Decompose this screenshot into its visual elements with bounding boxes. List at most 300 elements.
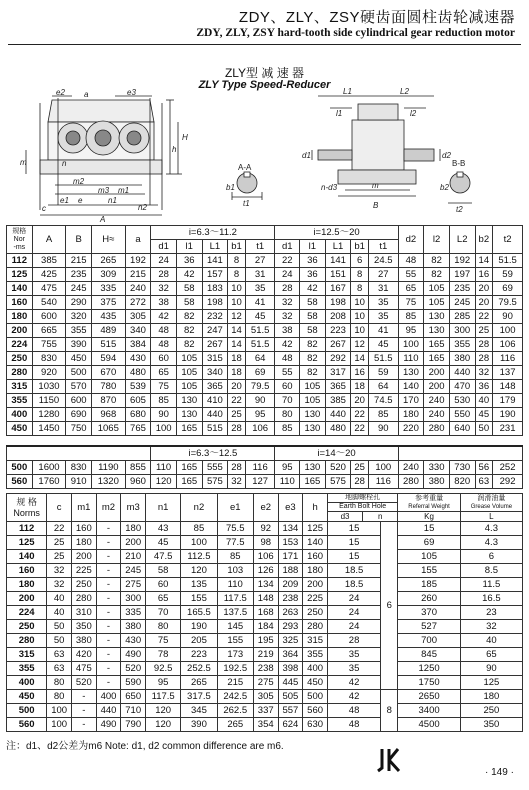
- table-row: [7, 268, 523, 282]
- label-m3: m3: [98, 186, 110, 195]
- label-c: c: [42, 204, 46, 213]
- table-row: [7, 634, 523, 648]
- data-cell: 305: [253, 690, 278, 704]
- data-cell: 155: [398, 564, 460, 578]
- table-row: [7, 310, 523, 324]
- data-cell: 40: [47, 606, 72, 620]
- data-cell: 605: [125, 394, 151, 408]
- data-cell: 75: [146, 634, 181, 648]
- table-row: [7, 690, 523, 704]
- row-norm-cell: 500: [7, 704, 47, 718]
- data-cell: -: [96, 550, 121, 564]
- row-norm-cell: 224: [7, 606, 47, 620]
- data-cell: 173: [217, 648, 253, 662]
- data-cell: 350: [71, 620, 96, 634]
- data-cell: 475: [71, 662, 96, 676]
- data-cell: 480: [325, 422, 351, 436]
- table-row: [7, 648, 523, 662]
- data-cell: 78: [146, 648, 181, 662]
- data-cell: 1760: [32, 474, 66, 488]
- row-norm-cell: 112: [7, 522, 47, 536]
- data-cell: 27: [368, 268, 398, 282]
- label-t1: t1: [243, 199, 250, 208]
- data-cell: 58: [176, 296, 202, 310]
- data-cell: 92.5: [146, 662, 181, 676]
- data-cell: 830: [66, 460, 92, 474]
- table-row: [7, 550, 523, 564]
- data-cell: 250: [71, 578, 96, 592]
- col-header-b2: b2: [475, 226, 493, 254]
- data-cell: 32: [275, 310, 300, 324]
- sub-header-b1: b1: [228, 240, 246, 254]
- data-cell: 208: [325, 310, 351, 324]
- data-cell: 51.5: [245, 338, 275, 352]
- data-cell: 85: [368, 408, 398, 422]
- data-cell: 55: [275, 366, 300, 380]
- data-cell: 180: [460, 690, 522, 704]
- data-cell: 594: [91, 352, 125, 366]
- data-cell: 390: [181, 718, 217, 732]
- data-cell: 265: [217, 718, 253, 732]
- data-cell: 22: [351, 422, 369, 436]
- data-cell: 830: [32, 352, 66, 366]
- section-title-cn: ZLY型 减 速 器: [224, 66, 305, 80]
- data-cell: 77.5: [217, 536, 253, 550]
- data-cell: 425: [32, 268, 66, 282]
- row-norm-cell: 355: [7, 394, 33, 408]
- data-cell: 375: [91, 296, 125, 310]
- row-norm-cell: 280: [7, 366, 33, 380]
- row-spacer: [7, 436, 523, 446]
- row-norm-cell: 140: [7, 282, 33, 296]
- data-cell: 95: [245, 408, 275, 422]
- data-cell: 38: [275, 324, 300, 338]
- data-cell: 765: [125, 422, 151, 436]
- data-cell: 28: [228, 422, 246, 436]
- data-cell: 215: [125, 268, 151, 282]
- data-cell: 28: [151, 268, 177, 282]
- data-cell: 520: [121, 662, 146, 676]
- data-cell: 10: [351, 310, 369, 324]
- data-cell: 20: [228, 380, 246, 394]
- data-cell: 340: [125, 324, 151, 338]
- data-cell: 80: [47, 690, 72, 704]
- data-cell: 355: [66, 324, 92, 338]
- data-cell: -: [96, 620, 121, 634]
- data-cell: 820: [449, 474, 475, 488]
- data-cell: 8: [351, 282, 369, 296]
- data-cell: 385: [32, 254, 66, 268]
- data-cell: 165: [424, 352, 450, 366]
- data-cell: 183: [202, 282, 228, 296]
- data-cell: 250: [303, 606, 328, 620]
- data-cell: 550: [449, 408, 475, 422]
- data-cell: 92: [253, 522, 278, 536]
- data-cell: 130: [300, 422, 326, 436]
- data-cell: 225: [303, 592, 328, 606]
- sub-header-L1: L1: [325, 240, 351, 254]
- data-cell: 70: [146, 606, 181, 620]
- data-cell: 8.5: [460, 564, 522, 578]
- data-cell: 60: [275, 380, 300, 394]
- data-cell: 179: [493, 394, 523, 408]
- data-cell: 18: [228, 352, 246, 366]
- label-e2: e2: [56, 88, 65, 97]
- data-cell: 58: [176, 282, 202, 296]
- data-cell: 25: [351, 460, 369, 474]
- data-cell: 56: [475, 460, 493, 474]
- data-cell: 140: [398, 380, 424, 394]
- data-cell: 105: [300, 380, 326, 394]
- data-cell: 280: [424, 422, 450, 436]
- data-cell: 292: [493, 474, 523, 488]
- data-cell: 120: [181, 564, 217, 578]
- data-cell: 90: [245, 394, 275, 408]
- table-row: [7, 522, 523, 536]
- data-cell: 165: [176, 460, 202, 474]
- table-row: [7, 620, 523, 634]
- data-cell: 10: [351, 296, 369, 310]
- data-cell: 32: [47, 564, 72, 578]
- data-cell: 15: [398, 522, 460, 536]
- data-cell: 315: [202, 352, 228, 366]
- col-header-e3: e3: [278, 494, 303, 522]
- data-cell: 730: [449, 460, 475, 474]
- data-cell: 126: [253, 564, 278, 578]
- row-norm-cell: 112: [7, 254, 33, 268]
- data-cell: 35: [327, 662, 380, 676]
- data-cell: 100: [47, 718, 72, 732]
- label-b2: b2: [440, 183, 449, 192]
- data-cell: 223: [181, 648, 217, 662]
- data-cell: 58: [300, 324, 326, 338]
- data-cell: 300: [121, 592, 146, 606]
- data-cell: 305: [125, 310, 151, 324]
- data-cell: 64: [245, 352, 275, 366]
- data-cell: -: [96, 606, 121, 620]
- data-cell: 380: [121, 620, 146, 634]
- data-cell: 45: [475, 408, 493, 422]
- data-cell: 22: [351, 408, 369, 422]
- table-row: [7, 662, 523, 676]
- sub-header-l1: l1: [176, 240, 202, 254]
- data-cell: 242.5: [217, 690, 253, 704]
- sub-header-t1: t1: [368, 240, 398, 254]
- data-cell: 51.5: [245, 324, 275, 338]
- data-cell: 82: [300, 366, 326, 380]
- technical-drawing: [0, 0, 529, 225]
- col-header-bolt: 地脚螺栓孔 Earth Bolt Hole d3 n: [327, 494, 397, 522]
- data-cell: 252: [493, 460, 523, 474]
- data-cell: -: [71, 690, 96, 704]
- section-title-en: ZLY Type Speed-Reducer: [198, 79, 331, 91]
- data-cell: 80: [146, 620, 181, 634]
- data-cell: 440: [96, 704, 121, 718]
- data-cell: 110: [151, 460, 177, 474]
- data-cell: 16: [475, 268, 493, 282]
- data-cell: 440: [325, 408, 351, 422]
- data-cell: 475: [32, 282, 66, 296]
- data-cell: 36: [300, 268, 326, 282]
- row-norm-cell: 560: [7, 718, 47, 732]
- data-cell: 79.5: [493, 296, 523, 310]
- data-cell: 232: [202, 310, 228, 324]
- data-cell: 110: [398, 352, 424, 366]
- data-cell: -: [71, 704, 96, 718]
- data-cell: 293: [278, 620, 303, 634]
- data-cell: 80: [47, 676, 72, 690]
- data-cell: 74.5: [368, 394, 398, 408]
- data-cell: 16: [351, 366, 369, 380]
- footnote: 注：d1、d2公差为m6 Note: d1, d2 common difference are m6.: [6, 741, 284, 752]
- data-cell: 165: [424, 338, 450, 352]
- data-cell: 16.5: [460, 592, 522, 606]
- data-cell: 130: [176, 394, 202, 408]
- data-cell: 575: [202, 474, 228, 488]
- table-row: [7, 296, 523, 310]
- data-cell: 32: [151, 282, 177, 296]
- data-cell: 1320: [91, 474, 125, 488]
- data-cell: 24: [327, 606, 380, 620]
- data-cell: 155: [217, 634, 253, 648]
- data-cell: 335: [91, 282, 125, 296]
- col-header-H: H≈: [91, 226, 125, 254]
- row-norm-cell: 200: [7, 592, 47, 606]
- data-cell: 134: [278, 522, 303, 536]
- data-cell: 8: [351, 268, 369, 282]
- data-cell: 170: [398, 394, 424, 408]
- data-cell: 65: [151, 366, 177, 380]
- data-cell: 450: [303, 676, 328, 690]
- data-cell: 490: [121, 648, 146, 662]
- data-cell: 116: [368, 474, 398, 488]
- data-cell: 231: [493, 422, 523, 436]
- data-cell: 82: [424, 268, 450, 282]
- data-cell: 430: [121, 634, 146, 648]
- data-cell: 200: [71, 550, 96, 564]
- header-title-en: ZDY, ZLY, ZSY hard-tooth side cylindrical gear reduction motor: [196, 27, 515, 39]
- data-cell: 95: [275, 460, 300, 474]
- table-row: [7, 338, 523, 352]
- row-norm-cell: 180: [7, 578, 47, 592]
- data-cell: 710: [121, 704, 146, 718]
- data-cell: 238: [253, 662, 278, 676]
- data-cell: 223: [325, 324, 351, 338]
- data-cell: 200: [424, 366, 450, 380]
- row-norm-cell: 315: [7, 648, 47, 662]
- data-cell: 20: [475, 282, 493, 296]
- data-cell: 70: [275, 394, 300, 408]
- data-cell: 570: [66, 380, 92, 394]
- data-cell: 36: [176, 254, 202, 268]
- data-cell: 1450: [32, 422, 66, 436]
- data-cell: 95: [398, 324, 424, 338]
- data-cell: 309: [91, 268, 125, 282]
- data-cell: 192: [125, 254, 151, 268]
- data-cell: 130: [424, 310, 450, 324]
- data-cell: 365: [202, 380, 228, 394]
- data-cell: 520: [325, 460, 351, 474]
- col-header-h: h: [303, 494, 328, 522]
- data-cell: 58: [300, 310, 326, 324]
- data-cell: 1600: [32, 460, 66, 474]
- data-cell: 12: [351, 338, 369, 352]
- data-cell: 48: [151, 324, 177, 338]
- data-cell: 148: [493, 380, 523, 394]
- data-cell: 540: [32, 296, 66, 310]
- data-cell: 210: [121, 550, 146, 564]
- data-cell: 845: [398, 648, 460, 662]
- data-cell: 58: [300, 296, 326, 310]
- row-norm-cell: 500: [7, 460, 33, 474]
- data-cell: 680: [125, 408, 151, 422]
- data-cell: 355: [303, 648, 328, 662]
- data-cell: 337: [253, 704, 278, 718]
- data-cell: 110: [275, 474, 300, 488]
- data-cell: 600: [66, 394, 92, 408]
- data-cell: 245: [121, 564, 146, 578]
- data-cell: 790: [121, 718, 146, 732]
- data-cell: 750: [66, 422, 92, 436]
- data-cell: 85: [217, 550, 253, 564]
- data-cell: 1150: [32, 394, 66, 408]
- col-header-l2: l2: [424, 226, 450, 254]
- data-cell: 560: [303, 704, 328, 718]
- data-cell: 51.5: [493, 254, 523, 268]
- data-cell: 1250: [398, 662, 460, 676]
- data-cell: 430: [125, 352, 151, 366]
- col-header-norms: 规格 Nor -ms: [7, 226, 33, 254]
- data-cell: 960: [125, 474, 151, 488]
- data-cell: -: [96, 592, 121, 606]
- table-row: [7, 564, 523, 578]
- data-cell: 28: [475, 338, 493, 352]
- data-cell: 209: [278, 578, 303, 592]
- data-cell: 220: [398, 422, 424, 436]
- data-cell: 700: [398, 634, 460, 648]
- data-cell: 82: [176, 324, 202, 338]
- data-cell: 24: [151, 254, 177, 268]
- table-row: [7, 704, 523, 718]
- data-cell: 192.5: [217, 662, 253, 676]
- data-cell: 85: [275, 422, 300, 436]
- data-cell: 155: [181, 592, 217, 606]
- data-cell: 4.3: [460, 522, 522, 536]
- data-cell: 275: [253, 676, 278, 690]
- data-cell: 45: [368, 338, 398, 352]
- data-cell: 4500: [398, 718, 460, 732]
- data-cell: 80: [275, 408, 300, 422]
- data-cell: 480: [125, 366, 151, 380]
- data-cell: -: [71, 718, 96, 732]
- data-cell: 106: [493, 338, 523, 352]
- label-section-aa: A-A: [238, 163, 252, 172]
- data-cell: 539: [125, 380, 151, 394]
- sub-header-l1: l1: [300, 240, 326, 254]
- data-cell: 180: [303, 564, 328, 578]
- blank-cell: [398, 446, 522, 461]
- data-cell: 141: [202, 254, 228, 268]
- col-header-n2: n2: [181, 494, 217, 522]
- data-cell: 290: [66, 296, 92, 310]
- data-cell: 500: [66, 366, 92, 380]
- data-cell: 6: [460, 550, 522, 564]
- data-cell: 48: [327, 704, 380, 718]
- data-cell: 22: [47, 522, 72, 536]
- header-title-cn: ZDY、ZLY、ZSY硬齿面圆柱齿轮减速器: [238, 9, 515, 26]
- data-cell: 59: [493, 268, 523, 282]
- data-cell: 58: [146, 564, 181, 578]
- data-cell: 90: [151, 408, 177, 422]
- data-cell: 140: [303, 536, 328, 550]
- data-cell: 27: [245, 254, 275, 268]
- data-cell: 624: [278, 718, 303, 732]
- data-cell: 10: [351, 324, 369, 338]
- data-cell: 40: [460, 634, 522, 648]
- data-cell: 116: [493, 352, 523, 366]
- data-cell: 28: [475, 352, 493, 366]
- data-cell: 185: [398, 578, 460, 592]
- data-cell: 188: [278, 564, 303, 578]
- data-cell: 557: [278, 704, 303, 718]
- data-cell: 14: [228, 338, 246, 352]
- data-cell: 340: [202, 366, 228, 380]
- data-cell: 18.5: [327, 578, 380, 592]
- data-cell: 665: [32, 324, 66, 338]
- row-norm-cell: 224: [7, 338, 33, 352]
- data-cell: 1030: [32, 380, 66, 394]
- table-row: [7, 474, 523, 488]
- data-cell: 105: [424, 296, 450, 310]
- row-norm-cell: 355: [7, 662, 47, 676]
- data-cell: 250: [460, 704, 522, 718]
- data-cell: 110: [217, 578, 253, 592]
- data-cell: 215: [217, 676, 253, 690]
- data-cell: 245: [449, 296, 475, 310]
- label-L2: L2: [400, 87, 409, 96]
- data-cell: 120: [146, 718, 181, 732]
- data-cell: 135: [181, 578, 217, 592]
- data-cell: 100: [181, 536, 217, 550]
- data-cell: 45: [245, 310, 275, 324]
- data-cell: 14: [228, 324, 246, 338]
- data-cell: 48: [275, 352, 300, 366]
- data-cell: 590: [121, 676, 146, 690]
- data-cell: 25: [47, 536, 72, 550]
- data-cell: 470: [449, 380, 475, 394]
- row-norm-cell: 250: [7, 620, 47, 634]
- data-cell: 275: [121, 578, 146, 592]
- data-cell: 400: [96, 690, 121, 704]
- data-cell: 103: [217, 564, 253, 578]
- data-cell: 51.5: [368, 352, 398, 366]
- data-cell: 116: [245, 460, 275, 474]
- col-header-ratio-2: i=12.5～20: [275, 226, 398, 240]
- data-cell: 100: [493, 324, 523, 338]
- data-cell: 105: [398, 550, 460, 564]
- data-cell: 190: [181, 620, 217, 634]
- data-cell: 64: [368, 380, 398, 394]
- data-cell: 755: [32, 338, 66, 352]
- data-cell: 600: [32, 310, 66, 324]
- table-row: [7, 578, 523, 592]
- data-cell: 32: [47, 578, 72, 592]
- data-cell: 134: [253, 578, 278, 592]
- dimension-table: [6, 225, 523, 489]
- table-row: [7, 352, 523, 366]
- table-row: [7, 460, 523, 474]
- data-cell: 18.5: [327, 564, 380, 578]
